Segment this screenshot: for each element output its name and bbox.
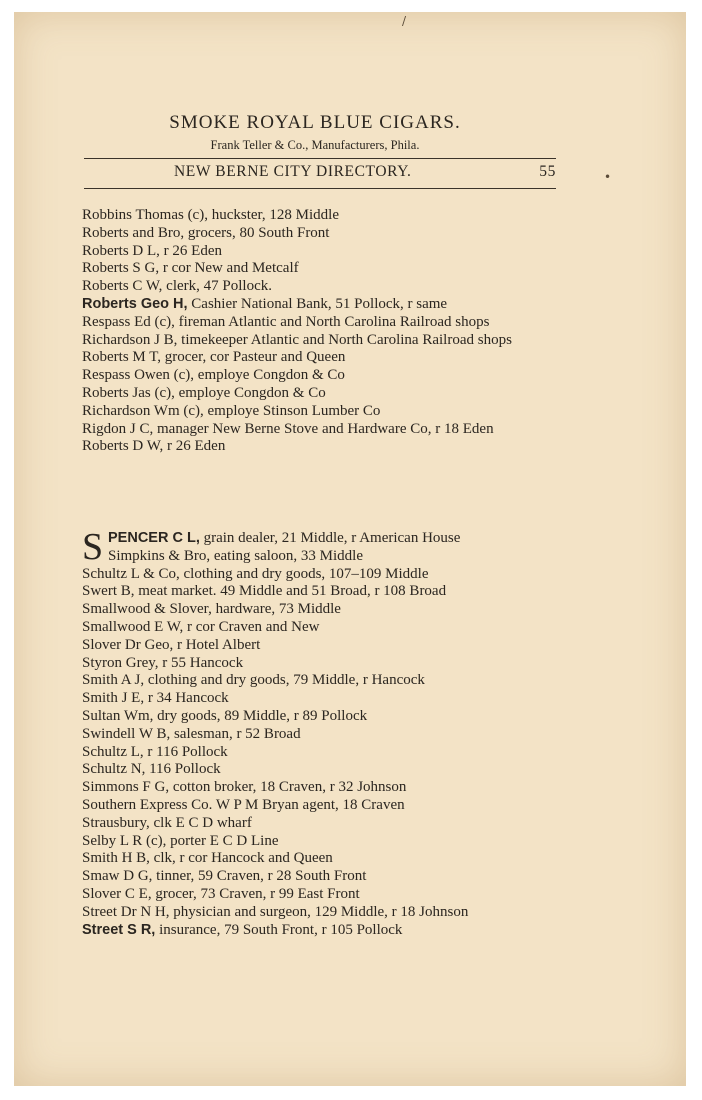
entry-text: Roberts M T, grocer, cor Pasteur and Queen (82, 349, 346, 366)
r-listings (82, 207, 568, 456)
entry-text: Smallwood & Slover, hardware, 73 Middle (82, 601, 341, 618)
entry-text: Swindell W B, salesman, r 52 Broad (82, 725, 301, 742)
drop-cap: S (82, 526, 104, 568)
directory-entry (82, 278, 568, 296)
entry-text: Roberts S G, r cor New and Metcalf (82, 260, 299, 277)
directory-entry (82, 726, 568, 744)
entry-text: Schultz L & Co, clothing and dry goods, 107–109 Middle (82, 565, 429, 582)
entry-text: Southern Express Co. W P M Bryan agent, 18 Craven (82, 796, 405, 813)
entry-text: Roberts D W, r 26 Eden (82, 438, 226, 455)
entry-text: Sultan Wm, dry goods, 89 Middle, r 89 Pollock (82, 707, 368, 724)
directory-entry (82, 779, 568, 797)
entry-name: Street S R, (82, 921, 156, 938)
entry-text: Styron Grey, r 55 Hancock (82, 654, 244, 671)
directory-entry (82, 744, 568, 762)
directory-entry (82, 655, 568, 673)
entry-text: Smith A J, clothing and dry goods, 79 Middle, r Hancock (82, 672, 425, 689)
directory-title: NEW BERNE CITY DIRECTORY. (174, 163, 412, 180)
entry-text: Smith J E, r 34 Hancock (82, 690, 229, 707)
directory-entry (82, 296, 568, 314)
directory-entry (82, 637, 568, 655)
directory-page (14, 12, 686, 1086)
entry-text: Roberts C W, clerk, 47 Pollock. (82, 278, 272, 295)
entry-text: Richardson Wm (c), employe Stinson Lumber Co (82, 402, 381, 419)
directory-entry (82, 886, 568, 904)
directory-entry (82, 797, 568, 815)
entry-text: Rigdon J C, manager New Berne Stove and Hardware Co, r 18 Eden (82, 420, 494, 437)
advert-maker: Frank Teller & Co., Manufacturers, Phila. (210, 138, 420, 152)
entry-text: Selby L R (c), porter E C D Line (82, 832, 279, 849)
s-listings-rest (82, 566, 568, 940)
entry-text: Robbins Thomas (c), huckster, 128 Middle (82, 207, 340, 223)
directory-entry (82, 349, 568, 367)
entry-text: Smith H B, clk, r cor Hancock and Queen (82, 850, 333, 867)
directory-entry (82, 332, 568, 350)
directory-entry (82, 403, 568, 421)
directory-entry (82, 243, 568, 261)
directory-entry (82, 583, 568, 601)
directory-entry (82, 850, 568, 868)
directory-entry (82, 314, 568, 332)
entry-text: Cashier National Bank, 51 Pollock, r same (187, 295, 448, 312)
directory-entry (82, 815, 568, 833)
entry-text: Schultz N, 116 Pollock (82, 761, 221, 778)
directory-entry (82, 690, 568, 708)
directory-entry (82, 225, 568, 243)
entry-text: Strausbury, clk E C D wharf (82, 814, 252, 831)
header-rule-top (84, 158, 556, 159)
entry-text: Smaw D G, tinner, 59 Craven, r 28 South Front (82, 868, 367, 885)
spencer-entry (82, 526, 568, 568)
header-rule-bottom (84, 188, 556, 189)
ink-mark: • (604, 170, 612, 184)
directory-entry (82, 367, 568, 385)
directory-entry (82, 207, 568, 225)
entry-text: Respass Ed (c), fireman Atlantic and North Carolina Railroad shops (82, 313, 490, 330)
directory-entry (82, 833, 568, 851)
directory-entry (82, 566, 568, 584)
directory-entry (82, 708, 568, 726)
entry-text: Smallwood E W, r cor Craven and New (82, 618, 320, 635)
advert-headline: SMOKE ROYAL BLUE CIGARS. (169, 112, 461, 133)
directory-entry (82, 260, 568, 278)
directory-entry (82, 672, 568, 690)
entry-text: Respass Owen (c), employe Congdon & Co (82, 367, 345, 384)
directory-entry (82, 438, 568, 456)
entry-text: Slover C E, grocer, 73 Craven, r 99 East Front (82, 885, 360, 902)
entry-text: grain dealer, 21 Middle, r American House (199, 530, 461, 546)
directory-entry (82, 385, 568, 403)
ink-mark: / (402, 14, 407, 28)
entry-text: Roberts Jas (c), employe Congdon & Co (82, 384, 326, 401)
directory-entry (108, 548, 568, 566)
running-header (84, 163, 556, 185)
entry-text: Simmons F G, cotton broker, 18 Craven, r 32 Johnson (82, 779, 407, 796)
s-listings (82, 526, 568, 939)
directory-entry (82, 421, 568, 439)
entry-text: insurance, 79 South Front, r 105 Pollock (155, 921, 403, 938)
directory-entry (82, 904, 568, 922)
entry-text: Swert B, meat market. 49 Middle and 51 Broad, r 108 Broad (82, 583, 447, 600)
directory-entry (82, 922, 568, 940)
directory-entry (82, 761, 568, 779)
directory-entry (82, 868, 568, 886)
entry-text: Roberts and Bro, grocers, 80 South Front (82, 224, 330, 241)
page-number: 55 (539, 163, 556, 180)
directory-entry (82, 601, 568, 619)
entry-text: Simpkins & Bro, eating saloon, 33 Middle (108, 547, 363, 564)
spencer-following-entry (108, 548, 568, 566)
entry-text: Schultz L, r 116 Pollock (82, 743, 228, 760)
entry-text: Roberts D L, r 26 Eden (82, 242, 222, 259)
entry-name: Roberts Geo H, (82, 295, 188, 312)
directory-entry (82, 619, 568, 637)
entry-name: PENCER C L, (108, 530, 200, 546)
entry-text: Slover Dr Geo, r Hotel Albert (82, 636, 261, 653)
entry-text: Richardson J B, timekeeper Atlantic and North Carolina Railroad shops (82, 331, 512, 348)
entry-text: Street Dr N H, physician and surgeon, 129 Middle, r 18 Johnson (82, 903, 469, 920)
